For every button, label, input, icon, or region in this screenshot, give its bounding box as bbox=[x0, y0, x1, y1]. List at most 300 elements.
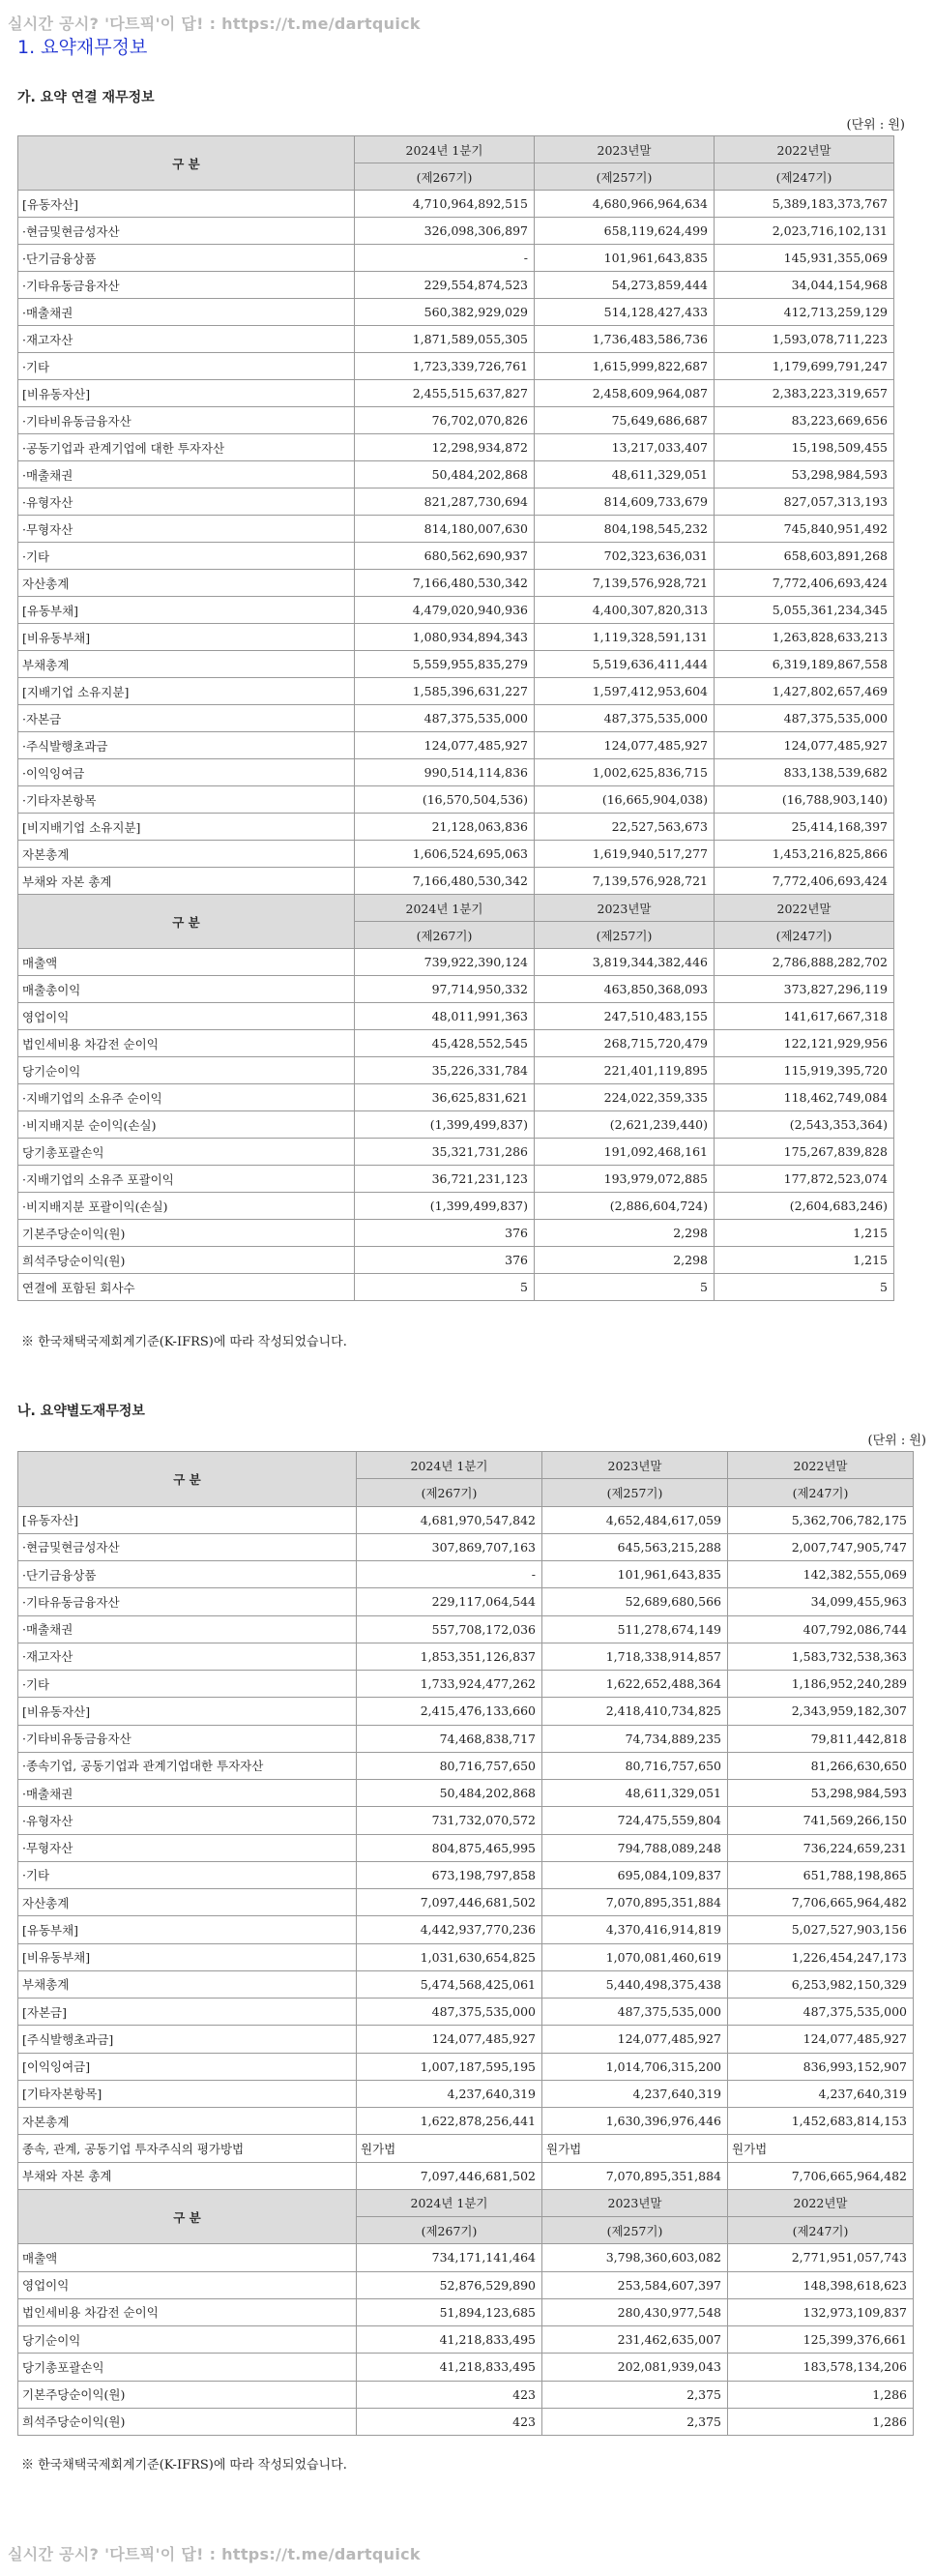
row-label: ·매출채권 bbox=[18, 1780, 357, 1807]
table-row bbox=[18, 2080, 914, 2107]
value-cell: 7,097,446,681,502 bbox=[357, 2162, 542, 2189]
row-label: ·지배기업의 소유주 순이익 bbox=[18, 1084, 355, 1111]
value-cell: 412,713,259,129 bbox=[715, 299, 894, 326]
value-cell: 2,343,959,182,307 bbox=[728, 1698, 914, 1725]
value-cell: 4,710,964,892,515 bbox=[355, 191, 535, 218]
value-cell: 253,584,607,397 bbox=[542, 2271, 728, 2298]
value-cell: 724,475,559,804 bbox=[542, 1807, 728, 1834]
value-cell: 53,298,984,593 bbox=[728, 1780, 914, 1807]
value-cell: 124,077,485,927 bbox=[357, 2026, 542, 2053]
table-row bbox=[18, 1139, 894, 1166]
row-label: 자산총계 bbox=[18, 1889, 357, 1916]
row-label: [유동부채] bbox=[18, 597, 355, 624]
row-label: ·재고자산 bbox=[18, 326, 355, 353]
period-header: (제247기) bbox=[728, 1479, 914, 1506]
category-header: 구 분 bbox=[18, 136, 355, 191]
value-cell: 1,002,625,836,715 bbox=[535, 759, 715, 786]
row-label: ·무형자산 bbox=[18, 1834, 357, 1861]
value-cell: 557,708,172,036 bbox=[357, 1615, 542, 1643]
value-cell: 202,081,939,043 bbox=[542, 2354, 728, 2381]
value-cell: 487,375,535,000 bbox=[535, 705, 715, 732]
table-row bbox=[18, 353, 894, 380]
table-row bbox=[18, 380, 894, 407]
value-cell: 794,788,089,248 bbox=[542, 1834, 728, 1861]
value-cell: 6,253,982,150,329 bbox=[728, 1970, 914, 1998]
value-cell: 원가법 bbox=[357, 2135, 542, 2162]
value-cell: 2,418,410,734,825 bbox=[542, 1698, 728, 1725]
row-label: 당기순이익 bbox=[18, 1057, 355, 1084]
table-row bbox=[18, 1030, 894, 1057]
year-header: 2024년 1분기 bbox=[357, 1452, 542, 1479]
value-cell: 487,375,535,000 bbox=[715, 705, 894, 732]
value-cell: 4,680,966,964,634 bbox=[535, 191, 715, 218]
row-label: 매출총이익 bbox=[18, 976, 355, 1003]
value-cell: 34,044,154,968 bbox=[715, 272, 894, 299]
header-row bbox=[18, 895, 894, 922]
section-heading-separate: 나. 요약별도재무정보 bbox=[17, 1404, 145, 1419]
row-label: [지배기업 소유지분] bbox=[18, 678, 355, 705]
value-cell: 4,370,416,914,819 bbox=[542, 1916, 728, 1943]
value-cell: 1,622,652,488,364 bbox=[542, 1671, 728, 1698]
table-row bbox=[18, 1916, 914, 1943]
value-cell: 1,853,351,126,837 bbox=[357, 1643, 542, 1670]
row-label: 법인세비용 차감전 순이익 bbox=[18, 1030, 355, 1057]
value-cell: 745,840,951,492 bbox=[715, 516, 894, 543]
value-cell: 145,931,355,069 bbox=[715, 245, 894, 272]
value-cell: 836,993,152,907 bbox=[728, 2053, 914, 2080]
row-label: ·무형자산 bbox=[18, 516, 355, 543]
value-cell: 511,278,674,149 bbox=[542, 1615, 728, 1643]
value-cell: 75,649,686,687 bbox=[535, 407, 715, 434]
table-row bbox=[18, 1561, 914, 1588]
value-cell: 645,563,215,288 bbox=[542, 1533, 728, 1560]
value-cell: 41,218,833,495 bbox=[357, 2354, 542, 2381]
row-label: 기본주당순이익(원) bbox=[18, 2381, 357, 2408]
row-label: 자본총계 bbox=[18, 2108, 357, 2135]
value-cell: 229,117,064,544 bbox=[357, 1588, 542, 1615]
value-cell: 702,323,636,031 bbox=[535, 543, 715, 570]
value-cell: 560,382,929,029 bbox=[355, 299, 535, 326]
value-cell: 268,715,720,479 bbox=[535, 1030, 715, 1057]
value-cell: 124,077,485,927 bbox=[542, 2026, 728, 2053]
value-cell: 487,375,535,000 bbox=[355, 705, 535, 732]
page-title: 1. 요약재무정보 bbox=[17, 37, 148, 58]
value-cell: (2,604,683,246) bbox=[715, 1193, 894, 1220]
value-cell: 407,792,086,744 bbox=[728, 1615, 914, 1643]
table-row bbox=[18, 2298, 914, 2325]
table-row bbox=[18, 2326, 914, 2354]
value-cell: 80,716,757,650 bbox=[357, 1752, 542, 1779]
row-label: ·기타 bbox=[18, 1671, 357, 1698]
value-cell: 45,428,552,545 bbox=[355, 1030, 535, 1057]
row-label: ·비지배지분 포괄이익(손실) bbox=[18, 1193, 355, 1220]
value-cell: 739,922,390,124 bbox=[355, 949, 535, 976]
category-header: 구 분 bbox=[18, 2189, 357, 2244]
year-header: 2022년말 bbox=[728, 1452, 914, 1479]
value-cell: 4,237,640,319 bbox=[542, 2080, 728, 2107]
value-cell: 7,070,895,351,884 bbox=[542, 2162, 728, 2189]
value-cell: 487,375,535,000 bbox=[728, 1999, 914, 2026]
value-cell: 1,179,699,791,247 bbox=[715, 353, 894, 380]
table-row bbox=[18, 1970, 914, 1998]
table-row bbox=[18, 1247, 894, 1274]
value-cell: 1,014,706,315,200 bbox=[542, 2053, 728, 2080]
value-cell: 54,273,859,444 bbox=[535, 272, 715, 299]
table-row bbox=[18, 2053, 914, 2080]
value-cell: 48,011,991,363 bbox=[355, 1003, 535, 1030]
value-cell: 423 bbox=[357, 2408, 542, 2435]
section-heading-consolidated: 가. 요약 연결 재무정보 bbox=[17, 90, 155, 105]
row-label: ·매출채권 bbox=[18, 461, 355, 489]
row-label: [비유동자산] bbox=[18, 380, 355, 407]
value-cell: 1,119,328,591,131 bbox=[535, 624, 715, 651]
value-cell: 4,479,020,940,936 bbox=[355, 597, 535, 624]
row-label: 부채와 자본 총계 bbox=[18, 2162, 357, 2189]
value-cell: 1,630,396,976,446 bbox=[542, 2108, 728, 2135]
value-cell: 35,321,731,286 bbox=[355, 1139, 535, 1166]
table-row bbox=[18, 1193, 894, 1220]
value-cell: 2,298 bbox=[535, 1220, 715, 1247]
table-row bbox=[18, 841, 894, 868]
period-header: (제257기) bbox=[535, 922, 715, 949]
unit-label-consolidated: (단위 : 원) bbox=[846, 118, 905, 133]
period-header: (제257기) bbox=[535, 163, 715, 191]
value-cell: 115,919,395,720 bbox=[715, 1057, 894, 1084]
table-row bbox=[18, 1166, 894, 1193]
value-cell: - bbox=[357, 1561, 542, 1588]
value-cell: 5,559,955,835,279 bbox=[355, 651, 535, 678]
value-cell: 487,375,535,000 bbox=[357, 1999, 542, 2026]
value-cell: 5 bbox=[355, 1274, 535, 1301]
table-row bbox=[18, 407, 894, 434]
value-cell: 221,401,119,895 bbox=[535, 1057, 715, 1084]
table-row bbox=[18, 1725, 914, 1752]
table-row bbox=[18, 678, 894, 705]
value-cell: 2,458,609,964,087 bbox=[535, 380, 715, 407]
row-label: 부채총계 bbox=[18, 651, 355, 678]
value-cell: 3,798,360,603,082 bbox=[542, 2244, 728, 2271]
table-row bbox=[18, 2244, 914, 2271]
table-row bbox=[18, 218, 894, 245]
row-label: ·단기금융상품 bbox=[18, 245, 355, 272]
value-cell: 7,139,576,928,721 bbox=[535, 868, 715, 895]
value-cell: 74,734,889,235 bbox=[542, 1725, 728, 1752]
row-label: ·지배기업의 소유주 포괄이익 bbox=[18, 1166, 355, 1193]
value-cell: 101,961,643,835 bbox=[542, 1561, 728, 1588]
value-cell: 2,415,476,133,660 bbox=[357, 1698, 542, 1725]
table-row bbox=[18, 2354, 914, 2381]
value-cell: 1,427,802,657,469 bbox=[715, 678, 894, 705]
value-cell: 193,979,072,885 bbox=[535, 1166, 715, 1193]
value-cell: 125,399,376,661 bbox=[728, 2326, 914, 2354]
value-cell: (16,570,504,536) bbox=[355, 786, 535, 814]
value-cell: 673,198,797,858 bbox=[357, 1861, 542, 1888]
table-row bbox=[18, 1643, 914, 1670]
row-label: ·기타비유동금융자산 bbox=[18, 407, 355, 434]
value-cell: 1,007,187,595,195 bbox=[357, 2053, 542, 2080]
table-row bbox=[18, 2271, 914, 2298]
value-cell: 4,442,937,770,236 bbox=[357, 1916, 542, 1943]
value-cell: 51,894,123,685 bbox=[357, 2298, 542, 2325]
value-cell: 1,585,396,631,227 bbox=[355, 678, 535, 705]
header-row bbox=[18, 136, 894, 163]
watermark-bottom: 실시간 공시? '다트픽'이 답! : https://t.me/dartquick bbox=[8, 2545, 421, 2563]
value-cell: 1,226,454,247,173 bbox=[728, 1943, 914, 1970]
value-cell: 651,788,198,865 bbox=[728, 1861, 914, 1888]
value-cell: 25,414,168,397 bbox=[715, 814, 894, 841]
value-cell: 124,077,485,927 bbox=[715, 732, 894, 759]
value-cell: 2,007,747,905,747 bbox=[728, 1533, 914, 1560]
value-cell: 41,218,833,495 bbox=[357, 2326, 542, 2354]
period-header: (제267기) bbox=[357, 2217, 542, 2244]
row-label: 영업이익 bbox=[18, 1003, 355, 1030]
value-cell: 5,027,527,903,156 bbox=[728, 1916, 914, 1943]
value-cell: 79,811,442,818 bbox=[728, 1725, 914, 1752]
value-cell: 122,121,929,956 bbox=[715, 1030, 894, 1057]
value-cell: 821,287,730,694 bbox=[355, 489, 535, 516]
row-label: ·자본금 bbox=[18, 705, 355, 732]
value-cell: 1,619,940,517,277 bbox=[535, 841, 715, 868]
value-cell: 5,389,183,373,767 bbox=[715, 191, 894, 218]
table-row bbox=[18, 868, 894, 895]
value-cell: 118,462,749,084 bbox=[715, 1084, 894, 1111]
value-cell: 827,057,313,193 bbox=[715, 489, 894, 516]
table-row bbox=[18, 814, 894, 841]
table-row bbox=[18, 1506, 914, 1533]
table-row bbox=[18, 2381, 914, 2408]
year-header: 2024년 1분기 bbox=[355, 136, 535, 163]
value-cell: 52,689,680,566 bbox=[542, 1588, 728, 1615]
value-cell: 1,286 bbox=[728, 2408, 914, 2435]
row-label: [비유동자산] bbox=[18, 1698, 357, 1725]
value-cell: 50,484,202,868 bbox=[357, 1780, 542, 1807]
value-cell: 48,611,329,051 bbox=[542, 1780, 728, 1807]
value-cell: 736,224,659,231 bbox=[728, 1834, 914, 1861]
table-row bbox=[18, 245, 894, 272]
value-cell: 326,098,306,897 bbox=[355, 218, 535, 245]
year-header: 2024년 1분기 bbox=[357, 2189, 542, 2216]
table-row bbox=[18, 786, 894, 814]
table-row bbox=[18, 1057, 894, 1084]
value-cell: 80,716,757,650 bbox=[542, 1752, 728, 1779]
table-row bbox=[18, 489, 894, 516]
table-row bbox=[18, 1274, 894, 1301]
row-label: ·기타 bbox=[18, 543, 355, 570]
value-cell: 1,186,952,240,289 bbox=[728, 1671, 914, 1698]
value-cell: 695,084,109,837 bbox=[542, 1861, 728, 1888]
row-label: 희석주당순이익(원) bbox=[18, 2408, 357, 2435]
value-cell: - bbox=[355, 245, 535, 272]
value-cell: 13,217,033,407 bbox=[535, 434, 715, 461]
row-label: ·기타자본항목 bbox=[18, 786, 355, 814]
table-row bbox=[18, 2026, 914, 2053]
value-cell: 1,452,683,814,153 bbox=[728, 2108, 914, 2135]
table-row bbox=[18, 1084, 894, 1111]
value-cell: 124,077,485,927 bbox=[535, 732, 715, 759]
table-row bbox=[18, 597, 894, 624]
value-cell: 990,514,114,836 bbox=[355, 759, 535, 786]
value-cell: 15,198,509,455 bbox=[715, 434, 894, 461]
row-label: ·현금및현금성자산 bbox=[18, 1533, 357, 1560]
value-cell: 487,375,535,000 bbox=[542, 1999, 728, 2026]
table-row bbox=[18, 1615, 914, 1643]
row-label: 희석주당순이익(원) bbox=[18, 1247, 355, 1274]
value-cell: (16,788,903,140) bbox=[715, 786, 894, 814]
value-cell: 148,398,618,623 bbox=[728, 2271, 914, 2298]
value-cell: 124,077,485,927 bbox=[728, 2026, 914, 2053]
period-header: (제247기) bbox=[715, 163, 894, 191]
value-cell: 101,961,643,835 bbox=[535, 245, 715, 272]
row-label: ·유형자산 bbox=[18, 489, 355, 516]
value-cell: 7,166,480,530,342 bbox=[355, 868, 535, 895]
table-row bbox=[18, 461, 894, 489]
row-label: [유동자산] bbox=[18, 191, 355, 218]
period-header: (제267기) bbox=[355, 922, 535, 949]
value-cell: 1,615,999,822,687 bbox=[535, 353, 715, 380]
table-row bbox=[18, 1003, 894, 1030]
value-cell: 4,237,640,319 bbox=[728, 2080, 914, 2107]
value-cell: 1,583,732,538,363 bbox=[728, 1643, 914, 1670]
ifrs-note-separate: ※ 한국채택국제회계기준(K-IFRS)에 따라 작성되었습니다. bbox=[21, 2458, 347, 2472]
period-header: (제247기) bbox=[728, 2217, 914, 2244]
value-cell: (2,621,239,440) bbox=[535, 1111, 715, 1139]
value-cell: 2,375 bbox=[542, 2408, 728, 2435]
row-label: [이익잉여금] bbox=[18, 2053, 357, 2080]
year-header: 2022년말 bbox=[715, 136, 894, 163]
table-row bbox=[18, 1780, 914, 1807]
row-label: ·종속기업, 공동기업과 관계기업대한 투자자산 bbox=[18, 1752, 357, 1779]
value-cell: 373,827,296,119 bbox=[715, 976, 894, 1003]
category-header: 구 분 bbox=[18, 1452, 357, 1507]
row-label: 영업이익 bbox=[18, 2271, 357, 2298]
value-cell: 21,128,063,836 bbox=[355, 814, 535, 841]
value-cell: 22,527,563,673 bbox=[535, 814, 715, 841]
value-cell: 142,382,555,069 bbox=[728, 1561, 914, 1588]
value-cell: 514,128,427,433 bbox=[535, 299, 715, 326]
period-header: (제267기) bbox=[355, 163, 535, 191]
row-label: 매출액 bbox=[18, 949, 355, 976]
value-cell: 183,578,134,206 bbox=[728, 2354, 914, 2381]
row-label: [비유동부채] bbox=[18, 624, 355, 651]
table-row bbox=[18, 543, 894, 570]
value-cell: 7,097,446,681,502 bbox=[357, 1889, 542, 1916]
table-row bbox=[18, 1834, 914, 1861]
value-cell: 1,622,878,256,441 bbox=[357, 2108, 542, 2135]
value-cell: 7,166,480,530,342 bbox=[355, 570, 535, 597]
row-label: 자산총계 bbox=[18, 570, 355, 597]
value-cell: 5,362,706,782,175 bbox=[728, 1506, 914, 1533]
period-header: (제257기) bbox=[542, 2217, 728, 2244]
value-cell: 5 bbox=[535, 1274, 715, 1301]
period-header: (제267기) bbox=[357, 1479, 542, 1506]
value-cell: 5,474,568,425,061 bbox=[357, 1970, 542, 1998]
unit-label-separate: (단위 : 원) bbox=[867, 1434, 926, 1448]
row-label: ·유형자산 bbox=[18, 1807, 357, 1834]
row-label: 자본총계 bbox=[18, 841, 355, 868]
value-cell: 4,681,970,547,842 bbox=[357, 1506, 542, 1533]
value-cell: 423 bbox=[357, 2381, 542, 2408]
value-cell: 4,652,484,617,059 bbox=[542, 1506, 728, 1533]
year-header: 2022년말 bbox=[715, 895, 894, 922]
value-cell: 731,732,070,572 bbox=[357, 1807, 542, 1834]
row-label: 기본주당순이익(원) bbox=[18, 1220, 355, 1247]
value-cell: 1,031,630,654,825 bbox=[357, 1943, 542, 1970]
value-cell: 658,119,624,499 bbox=[535, 218, 715, 245]
value-cell: 2,298 bbox=[535, 1247, 715, 1274]
row-label: ·기타유동금융자산 bbox=[18, 1588, 357, 1615]
value-cell: (2,886,604,724) bbox=[535, 1193, 715, 1220]
separate-financial-table bbox=[17, 1451, 914, 2436]
value-cell: 4,400,307,820,313 bbox=[535, 597, 715, 624]
value-cell: 376 bbox=[355, 1247, 535, 1274]
period-header: (제257기) bbox=[542, 1479, 728, 1506]
table-row bbox=[18, 2162, 914, 2189]
table-row bbox=[18, 326, 894, 353]
table-row bbox=[18, 1588, 914, 1615]
table-row bbox=[18, 651, 894, 678]
value-cell: (2,543,353,364) bbox=[715, 1111, 894, 1139]
table-row bbox=[18, 1943, 914, 1970]
value-cell: (1,399,499,837) bbox=[355, 1111, 535, 1139]
year-header: 2023년말 bbox=[542, 1452, 728, 1479]
table-row bbox=[18, 191, 894, 218]
value-cell: 5 bbox=[715, 1274, 894, 1301]
row-label: [유동자산] bbox=[18, 1506, 357, 1533]
row-label: ·주식발행초과금 bbox=[18, 732, 355, 759]
value-cell: 원가법 bbox=[542, 2135, 728, 2162]
row-label: 부채총계 bbox=[18, 1970, 357, 1998]
table-row bbox=[18, 949, 894, 976]
table-row bbox=[18, 1752, 914, 1779]
category-header: 구 분 bbox=[18, 895, 355, 949]
table-row bbox=[18, 1861, 914, 1888]
row-label: ·비지배지분 순이익(손실) bbox=[18, 1111, 355, 1139]
value-cell: 1,733,924,477,262 bbox=[357, 1671, 542, 1698]
table-row bbox=[18, 1999, 914, 2026]
value-cell: 5,440,498,375,438 bbox=[542, 1970, 728, 1998]
consolidated-financial-table bbox=[17, 135, 894, 1301]
row-label: [유동부채] bbox=[18, 1916, 357, 1943]
value-cell: 52,876,529,890 bbox=[357, 2271, 542, 2298]
value-cell: 1,263,828,633,213 bbox=[715, 624, 894, 651]
value-cell: 35,226,331,784 bbox=[355, 1057, 535, 1084]
value-cell: 97,714,950,332 bbox=[355, 976, 535, 1003]
value-cell: 1,215 bbox=[715, 1220, 894, 1247]
value-cell: 1,736,483,586,736 bbox=[535, 326, 715, 353]
value-cell: 1,453,216,825,866 bbox=[715, 841, 894, 868]
value-cell: 1,070,081,460,619 bbox=[542, 1943, 728, 1970]
value-cell: 5,519,636,411,444 bbox=[535, 651, 715, 678]
value-cell: 12,298,934,872 bbox=[355, 434, 535, 461]
value-cell: 804,875,465,995 bbox=[357, 1834, 542, 1861]
row-label: 연결에 포함된 회사수 bbox=[18, 1274, 355, 1301]
value-cell: 2,375 bbox=[542, 2381, 728, 2408]
ifrs-note-consolidated: ※ 한국채택국제회계기준(K-IFRS)에 따라 작성되었습니다. bbox=[21, 1335, 347, 1349]
value-cell: 3,819,344,382,446 bbox=[535, 949, 715, 976]
table-row bbox=[18, 2108, 914, 2135]
value-cell: 680,562,690,937 bbox=[355, 543, 535, 570]
value-cell: 1,286 bbox=[728, 2381, 914, 2408]
row-label: ·기타비유동금융자산 bbox=[18, 1725, 357, 1752]
value-cell: 224,022,359,335 bbox=[535, 1084, 715, 1111]
value-cell: 1,597,412,953,604 bbox=[535, 678, 715, 705]
table-row bbox=[18, 1111, 894, 1139]
value-cell: 2,383,223,319,657 bbox=[715, 380, 894, 407]
row-label: ·기타 bbox=[18, 353, 355, 380]
value-cell: 83,223,669,656 bbox=[715, 407, 894, 434]
value-cell: 50,484,202,868 bbox=[355, 461, 535, 489]
row-label: 법인세비용 차감전 순이익 bbox=[18, 2298, 357, 2325]
